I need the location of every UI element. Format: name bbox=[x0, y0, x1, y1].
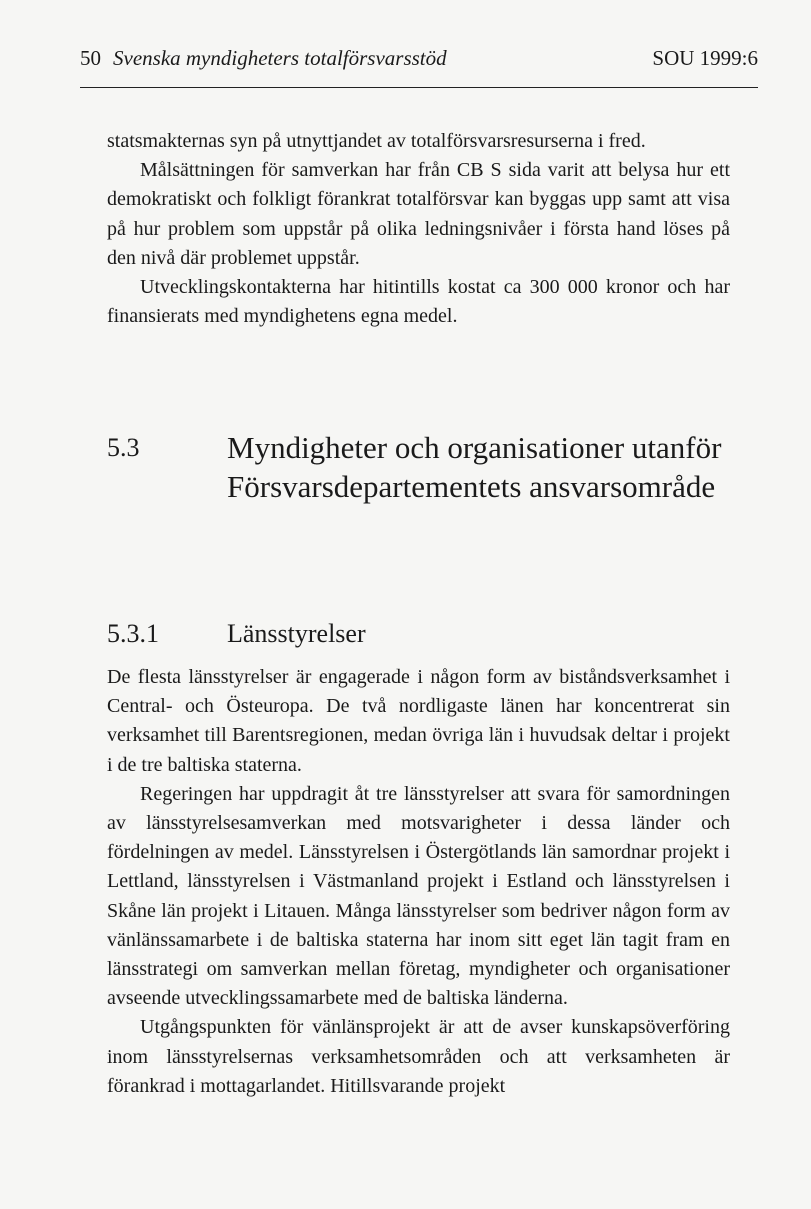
section-title: Myndigheter och organisationer utanför Försvarsdepartementets ansvarsområde bbox=[227, 430, 722, 504]
text-block-top bbox=[107, 127, 730, 331]
paragraph: Målsättningen för samverkan har från CB S sida varit att belysa hur ett demokratiskt och folkligt förankrat totalförsvar kan byggas upp samt att visa på hur problem som uppstår på olika ledningsnivåer i första hand löses på den nivå där problemet uppstår. bbox=[107, 159, 730, 269]
paragraph: De flesta länsstyrelser är engagerade i någon form av biståndsverksamhet i Central- och Östeuropa. De två nordligaste länen har koncentrerat sin verksamhet till Barentsregionen, medan övriga län i huvudsak deltar i projekt i de tre baltiska staterna. bbox=[107, 666, 730, 776]
subsection-title: Länsstyrelser bbox=[227, 619, 366, 648]
text-block-bottom bbox=[107, 663, 730, 1101]
paragraph: Utvecklingskontakterna har hitintills kostat ca 300 000 kronor och har finansierats med myndighetens egna medel. bbox=[107, 276, 730, 328]
book-title: Svenska myndigheters totalförsvarsstöd bbox=[113, 46, 447, 70]
section-number: 5.3 bbox=[107, 433, 140, 462]
paragraph: Utgångspunkten för vänlänsprojekt är att de avser kunskapsöverföring inom länsstyrelsernas verksamhetsområden och att verksamheten är förankrad i mottagarlandet. Hitillsvarande projekt bbox=[107, 1016, 730, 1097]
report-id: SOU 1999:6 bbox=[652, 46, 758, 70]
subsection-number: 5.3.1 bbox=[107, 619, 159, 648]
paragraph: statsmakternas syn på utnyttjandet av totalförsvarsresurserna i fred. bbox=[107, 130, 646, 152]
page-number: 50 bbox=[80, 46, 101, 70]
header-rule bbox=[80, 87, 758, 88]
paragraph: Regeringen har uppdragit åt tre länsstyrelser att svara för samordningen av länsstyrelsesamverkan med motsvarigheter i dessa länder och fördelningen av medel. Länsstyrelsen i Östergötlands län samordnar projekt i Lettland, länsstyrelsen i Västmanland projekt i Estland och länsstyrelsen i Skåne län projekt i Litauen. Många länsstyrelser som bedriver någon form av vänlänssamarbete i de baltiska staterna har inom sitt eget län tagit fram en länsstrategi om samverkan mellan företag, myndigheter och organisationer avseende utvecklingssamarbete med de baltiska länderna. bbox=[107, 782, 730, 1010]
